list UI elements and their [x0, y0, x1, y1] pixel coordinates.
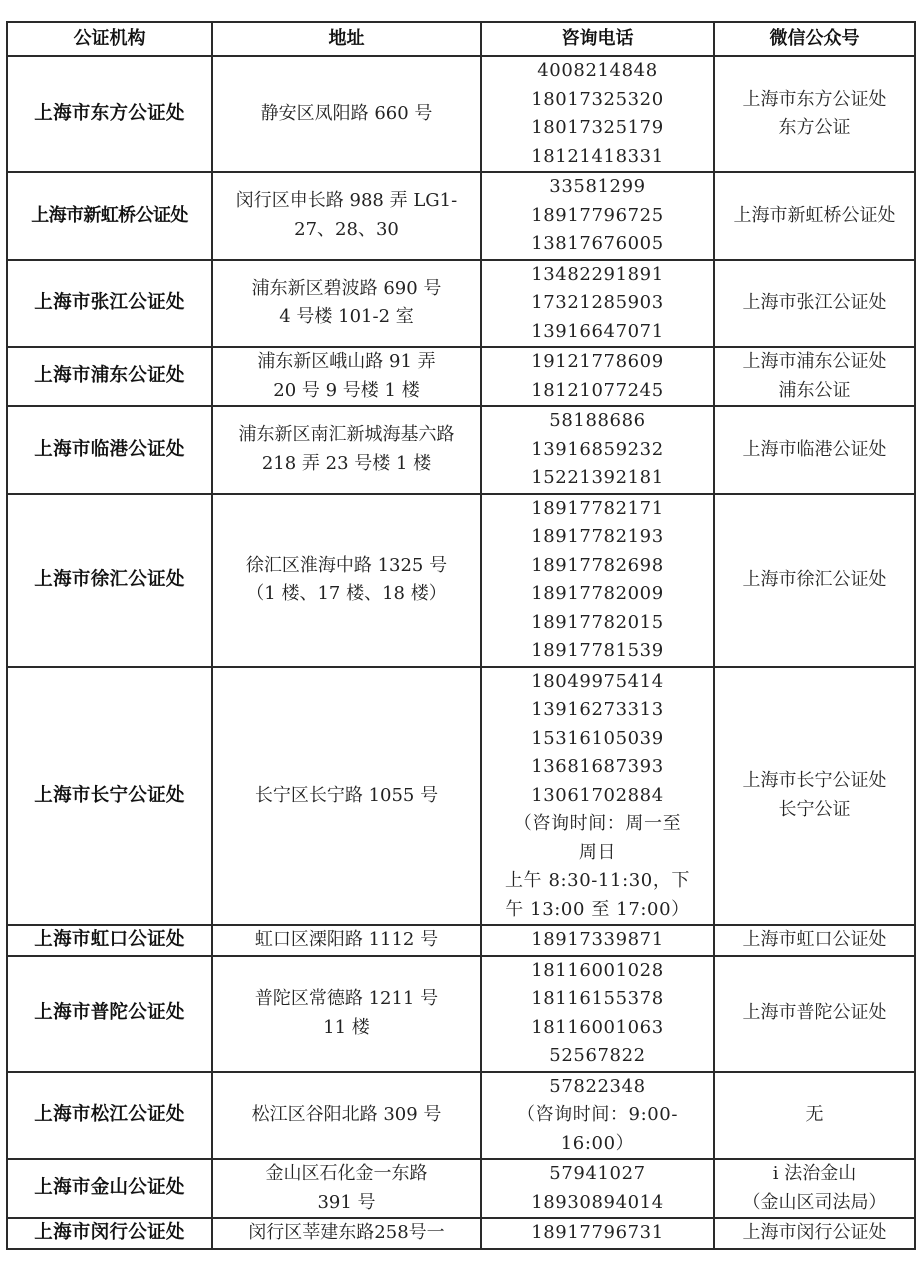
phone-line: 18917782193 [531, 526, 664, 547]
organization-name: 上海市新虹桥公证处 [7, 172, 212, 260]
address-cell [212, 172, 481, 260]
address-line: 浦东新区峨山路 91 弄 [257, 351, 436, 372]
phone-line: 16:00） [560, 1132, 635, 1154]
phone-cell [481, 172, 714, 260]
phone-line: 13681687393 [531, 756, 664, 777]
wechat-account-cell [714, 925, 915, 956]
organization-name: 上海市闵行公证处 [7, 1218, 212, 1249]
wechat-account-line: 东方公证 [778, 117, 851, 138]
organization-name: 上海市长宁公证处 [7, 667, 212, 926]
wechat-account-line: 上海市临港公证处 [742, 438, 887, 460]
wechat-account-cell [714, 260, 915, 348]
address-cell [212, 956, 481, 1072]
phone-cell [481, 494, 714, 667]
address-line: 长宁区长宁路 1055 号 [254, 784, 439, 806]
address-line: （1 楼、17 楼、18 楼） [246, 583, 447, 604]
address-cell [212, 925, 481, 956]
table-row [7, 260, 915, 348]
phone-line: 18121077245 [531, 379, 664, 401]
header-address: 地址 [212, 22, 481, 56]
phone-cell [481, 667, 714, 926]
phone-line: 18917781539 [531, 640, 664, 661]
wechat-account-cell [714, 56, 915, 172]
phone-cell [481, 406, 714, 494]
phone-line: 19121778609 [531, 351, 664, 372]
wechat-account-cell [714, 347, 915, 406]
phone-line: 15316105039 [531, 727, 664, 749]
address-cell [212, 1072, 481, 1160]
header-row [7, 22, 915, 56]
phone-line: 18917796725 [531, 204, 664, 226]
address-cell [212, 347, 481, 406]
organization-name: 上海市徐汇公证处 [7, 494, 212, 667]
address-line: 391 号 [317, 1191, 376, 1213]
wechat-account-line: 上海市虹口公证处 [742, 929, 887, 950]
table-row [7, 1218, 915, 1249]
wechat-account-cell [714, 172, 915, 260]
phone-line: （咨询时间：周一至 [513, 813, 682, 834]
phone-line: （咨询时间：9:00- [516, 1104, 679, 1125]
wechat-account-line: 上海市浦东公证处 [742, 351, 887, 372]
phone-line: 18116001063 [531, 1016, 664, 1038]
phone-cell [481, 1218, 714, 1249]
wechat-account-line: 上海市新虹桥公证处 [733, 204, 896, 226]
phone-line: 18917782009 [531, 583, 664, 604]
table-row [7, 1159, 915, 1218]
organization-name: 上海市临港公证处 [7, 406, 212, 494]
header-organization: 公证机构 [7, 22, 212, 56]
address-line: 27、28、30 [294, 218, 399, 240]
table-row [7, 172, 915, 260]
phone-line: 33581299 [549, 176, 646, 197]
address-line: 闵行区申长路 988 弄 LG1- [235, 190, 458, 212]
phone-line: 周日 [578, 841, 617, 863]
phone-line: 13916273313 [531, 699, 664, 720]
wechat-account-line: 上海市张江公证处 [742, 292, 887, 313]
address-line: 闵行区莘建东路258号一 [248, 1222, 445, 1243]
phone-line: 4008214848 [537, 60, 658, 81]
phone-line: 18917339871 [531, 929, 664, 950]
phone-line: 18121418331 [531, 145, 664, 167]
wechat-account-cell [714, 667, 915, 926]
address-line: 浦东新区碧波路 690 号 [251, 277, 442, 299]
phone-line: 18017325320 [531, 88, 664, 110]
phone-line: 13482291891 [531, 263, 664, 285]
address-cell [212, 667, 481, 926]
phone-line: 13916647071 [531, 320, 664, 342]
table-row [7, 956, 915, 1072]
phone-line: 18017325179 [531, 117, 664, 138]
table-row [7, 667, 915, 926]
address-line: 普陀区常德路 1211 号 [254, 988, 439, 1009]
wechat-account-line: 上海市普陀公证处 [742, 1002, 887, 1024]
phone-line: 57941027 [549, 1163, 646, 1184]
phone-line: 18917782698 [531, 554, 664, 576]
wechat-account-cell [714, 406, 915, 494]
wechat-account-line: 浦东公证 [778, 379, 851, 401]
address-cell [212, 260, 481, 348]
phone-cell [481, 260, 714, 348]
phone-cell [481, 925, 714, 956]
address-line: 4 号楼 101-2 室 [279, 306, 414, 328]
address-line: 金山区石化金一东路 [265, 1163, 428, 1184]
phone-line: 18917796731 [531, 1222, 664, 1243]
table-row [7, 1072, 915, 1160]
phone-line: 52567822 [549, 1045, 646, 1066]
phone-cell [481, 956, 714, 1072]
table-row [7, 56, 915, 172]
table-row [7, 406, 915, 494]
organization-name: 上海市东方公证处 [7, 56, 212, 172]
phone-line: 上午 8:30-11:30，下 [504, 870, 691, 891]
phone-line: 13817676005 [531, 233, 664, 254]
wechat-account-line: 无 [805, 1104, 824, 1125]
phone-line: 58188686 [549, 410, 646, 431]
phone-line: 18049975414 [531, 670, 664, 692]
table-header [7, 22, 915, 56]
wechat-account-cell [714, 1159, 915, 1218]
table-row [7, 494, 915, 667]
wechat-account-line: 上海市闵行公证处 [742, 1222, 887, 1243]
address-line: 静安区凤阳路 660 号 [260, 102, 433, 124]
phone-line: 17321285903 [531, 292, 664, 313]
phone-line: 18116155378 [531, 988, 664, 1009]
phone-line: 13916859232 [531, 438, 664, 460]
notary-office-table [6, 21, 916, 1250]
phone-line: 57822348 [549, 1075, 646, 1097]
wechat-account-line: i 法治金山 [772, 1163, 857, 1184]
organization-name: 上海市浦东公证处 [7, 347, 212, 406]
table-row [7, 347, 915, 406]
phone-line: 18116001028 [531, 959, 664, 981]
address-cell [212, 1159, 481, 1218]
address-line: 218 弄 23 号楼 1 楼 [261, 452, 432, 474]
organization-name: 上海市虹口公证处 [7, 925, 212, 956]
wechat-account-cell [714, 1218, 915, 1249]
wechat-account-line: （金山区司法局） [742, 1191, 887, 1213]
wechat-account-line: 上海市东方公证处 [742, 88, 887, 110]
address-line: 11 楼 [323, 1016, 370, 1038]
wechat-account-line: 上海市徐汇公证处 [742, 568, 887, 590]
address-line: 20 号 9 号楼 1 楼 [273, 379, 420, 401]
header-wechat: 微信公众号 [714, 22, 915, 56]
wechat-account-line: 长宁公证 [778, 798, 851, 820]
phone-cell [481, 1159, 714, 1218]
phone-line: 13061702884 [531, 784, 664, 806]
address-line: 虹口区溧阳路 1112 号 [254, 929, 439, 950]
organization-name: 上海市普陀公证处 [7, 956, 212, 1072]
address-line: 徐汇区淮海中路 1325 号 [245, 554, 448, 576]
wechat-account-cell [714, 1072, 915, 1160]
address-line: 浦东新区南汇新城海基六路 [238, 424, 455, 446]
table-row [7, 925, 915, 956]
wechat-account-cell [714, 494, 915, 667]
wechat-account-line: 上海市长宁公证处 [742, 770, 887, 792]
phone-line: 18930894014 [531, 1191, 664, 1213]
phone-cell [481, 56, 714, 172]
table-body [7, 56, 915, 1249]
address-cell [212, 56, 481, 172]
phone-line: 15221392181 [531, 467, 664, 488]
address-cell [212, 494, 481, 667]
phone-cell [481, 347, 714, 406]
phone-line: 18917782015 [531, 611, 664, 633]
address-cell [212, 406, 481, 494]
phone-line: 午 13:00 至 17:00） [505, 898, 690, 920]
organization-name: 上海市张江公证处 [7, 260, 212, 348]
phone-cell [481, 1072, 714, 1160]
address-cell [212, 1218, 481, 1249]
phone-line: 18917782171 [531, 497, 664, 519]
address-line: 松江区谷阳北路 309 号 [251, 1104, 442, 1125]
header-phone: 咨询电话 [481, 22, 714, 56]
organization-name: 上海市松江公证处 [7, 1072, 212, 1160]
wechat-account-cell [714, 956, 915, 1072]
organization-name: 上海市金山公证处 [7, 1159, 212, 1218]
